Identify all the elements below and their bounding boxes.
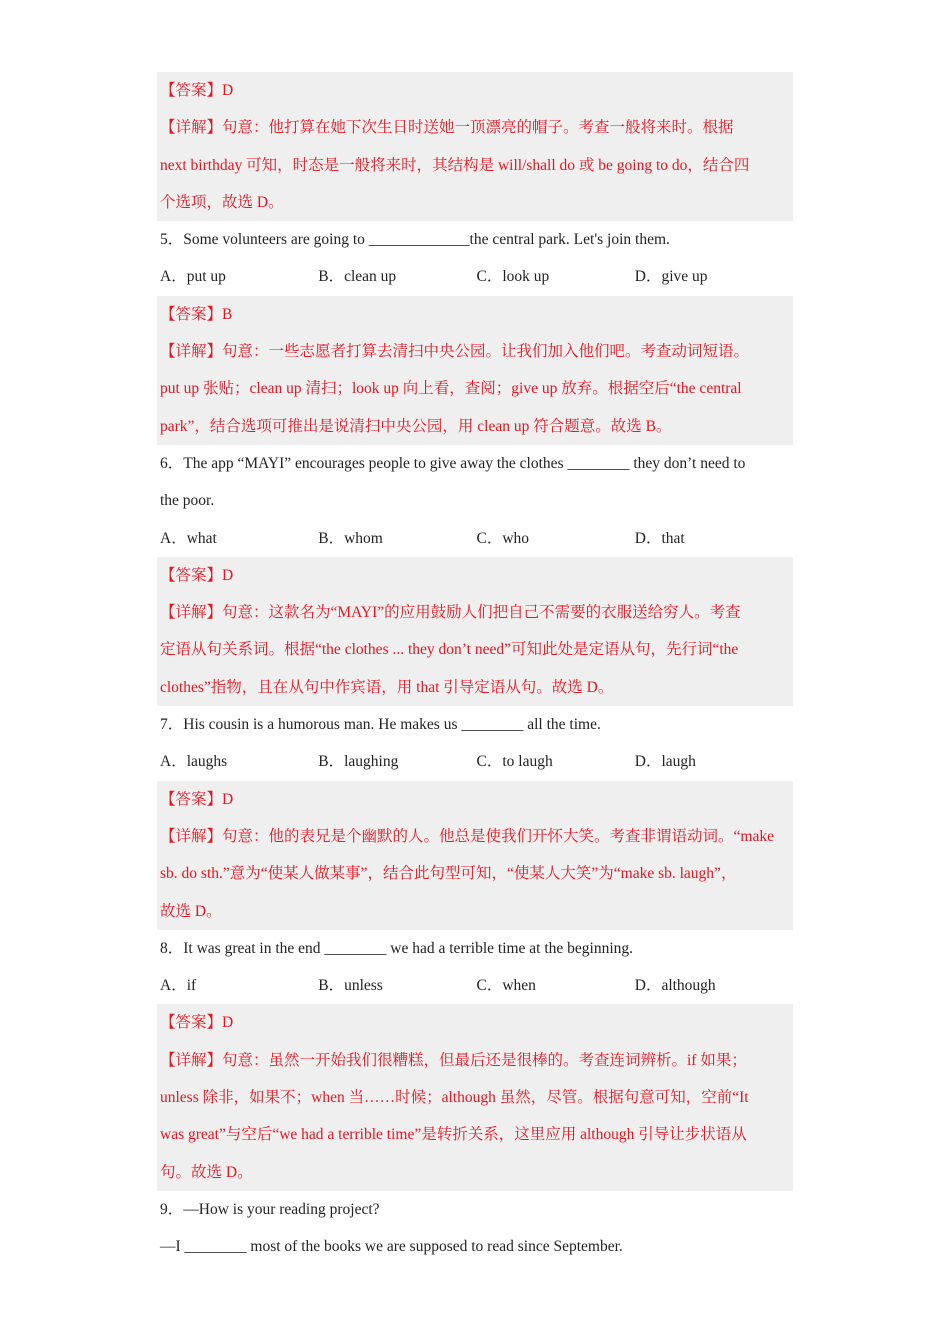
answer-line: 【答案】D bbox=[160, 790, 234, 808]
option-b: B．unless bbox=[318, 977, 383, 995]
answer-block bbox=[157, 72, 793, 221]
explanation-line: 定语从句关系词。根据“the clothes ... they don’t need”可知此处是定语从句，先行词“the bbox=[160, 641, 739, 659]
options-row bbox=[157, 258, 793, 295]
option-b: B．laughing bbox=[318, 753, 399, 771]
explanation-line: 个选项，故选 D。 bbox=[160, 193, 284, 211]
answer-line: 【答案】B bbox=[160, 305, 233, 323]
question-block bbox=[157, 445, 793, 557]
explanation-line: 【详解】句意：他打算在她下次生日时送她一顶漂亮的帽子。考查一般将来时。根据 bbox=[160, 119, 734, 137]
explanation-line: 句。故选 D。 bbox=[160, 1163, 253, 1181]
explanation-line: next birthday 可知，时态是一般将来时，其结构是 will/shall do 或 be going to do，结合四 bbox=[160, 156, 750, 174]
question-block bbox=[157, 706, 793, 781]
option-d: D．give up bbox=[634, 268, 708, 286]
options-row bbox=[157, 967, 793, 1004]
explanation-line: 【详解】句意：他的表兄是个幽默的人。他总是使我们开怀大笑。考查非谓语动词。“make bbox=[160, 827, 774, 845]
answer-block bbox=[157, 296, 793, 445]
options-row bbox=[157, 520, 793, 557]
explanation-line: 【详解】句意：一些志愿者打算去清扫中央公园。让我们加入他们吧。考查动词短语。 bbox=[160, 343, 750, 361]
question-line: 7．His cousin is a humorous man. He makes us ________ all the time. bbox=[160, 716, 601, 734]
question-line: 5．Some volunteers are going to _____________the central park. Let's join them. bbox=[160, 231, 670, 249]
explanation-line: put up 张贴；clean up 清扫；look up 向上看，查阅；give up 放弃。根据空后“the central bbox=[160, 380, 742, 398]
explanation-line: unless 除非，如果不；when 当……时候；although 虽然，尽管。根据句意可知，空前“It bbox=[160, 1089, 749, 1107]
option-c: C．who bbox=[476, 529, 530, 547]
answer-line: 【答案】D bbox=[160, 82, 234, 99]
explanation-line: 【详解】句意：这款名为“MAYI”的应用鼓励人们把自己不需要的衣服送给穷人。考查 bbox=[160, 604, 741, 622]
document-page bbox=[157, 72, 793, 1266]
answer-block bbox=[157, 557, 793, 706]
option-a: A．what bbox=[160, 529, 217, 547]
explanation-line: sb. do sth.”意为“使某人做某事”，结合此句型可知，“使某人大笑”为“make sb. laugh”， bbox=[160, 865, 737, 883]
option-d: D．laugh bbox=[634, 753, 696, 771]
question-line: —I ________ most of the books we are supposed to read since September. bbox=[160, 1238, 623, 1256]
options-row bbox=[157, 743, 793, 780]
explanation-line: 故选 D。 bbox=[160, 902, 222, 920]
option-a: A．put up bbox=[160, 268, 226, 286]
question-line: 9．—How is your reading project? bbox=[160, 1200, 380, 1218]
option-a: A．laughs bbox=[160, 753, 228, 771]
question-line: 6．The app “MAYI” encourages people to give away the clothes ________ they don’t need to bbox=[160, 454, 746, 472]
option-b: B．whom bbox=[318, 529, 383, 547]
option-d: D．although bbox=[634, 977, 716, 995]
option-c: C．look up bbox=[476, 268, 550, 286]
question-block bbox=[157, 1191, 793, 1266]
question-block bbox=[157, 930, 793, 1005]
answer-line: 【答案】D bbox=[160, 1014, 234, 1032]
explanation-line: 【详解】句意：虽然一开始我们很糟糕，但最后还是很棒的。考查连词辨析。if 如果； bbox=[160, 1051, 747, 1069]
option-c: C．when bbox=[476, 977, 536, 995]
answer-block bbox=[157, 1004, 793, 1190]
option-d: D．that bbox=[634, 529, 685, 547]
question-line: the poor. bbox=[160, 492, 215, 510]
answer-block bbox=[157, 781, 793, 930]
option-b: B．clean up bbox=[318, 268, 397, 286]
answer-line: 【答案】D bbox=[160, 566, 234, 584]
explanation-line: was great”与空后“we had a terrible time”是转折关系，这里应用 although 引导让步状语从 bbox=[160, 1126, 747, 1144]
option-c: C．to laugh bbox=[476, 753, 553, 771]
question-block bbox=[157, 221, 793, 296]
option-a: A．if bbox=[160, 977, 197, 995]
explanation-line: park”，结合选项可推出是说清扫中央公园，用 clean up 符合题意。故选 B。 bbox=[160, 417, 672, 435]
question-line: 8．It was great in the end ________ we had a terrible time at the beginning. bbox=[160, 939, 634, 957]
explanation-line: clothes”指物，且在从句中作宾语，用 that 引导定语从句。故选 D。 bbox=[160, 678, 614, 696]
